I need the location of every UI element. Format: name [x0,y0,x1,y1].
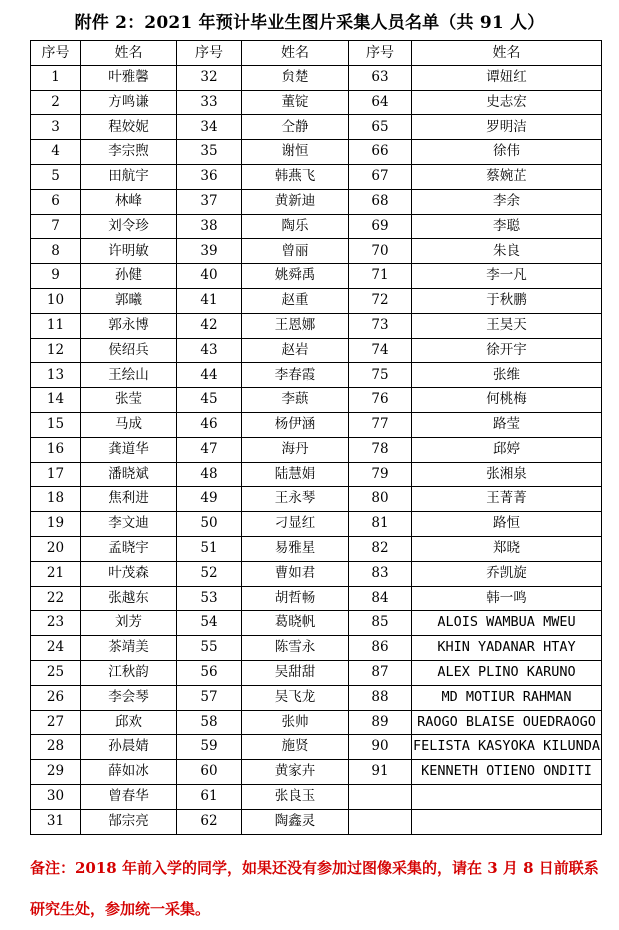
seq-cell: 71 [349,264,412,289]
seq-cell: 68 [349,189,412,214]
seq-cell: 14 [31,388,81,413]
name-cell: 海丹 [242,437,349,462]
seq-cell [349,809,412,834]
seq-cell: 55 [177,636,242,661]
name-cell: 张良玉 [242,784,349,809]
name-cell: 陶乐 [242,214,349,239]
name-cell: 茶靖美 [81,636,177,661]
name-cell: 邱欢 [81,710,177,735]
name-cell: 陶鑫灵 [242,809,349,834]
name-cell: 刁显红 [242,512,349,537]
seq-cell: 22 [31,586,81,611]
name-cell: 曾丽 [242,239,349,264]
name-cell: 吴甜甜 [242,660,349,685]
seq-cell: 10 [31,288,81,313]
seq-cell: 23 [31,611,81,636]
table-row [31,586,602,611]
seq-cell: 40 [177,264,242,289]
table-row [31,487,602,512]
seq-cell: 83 [349,561,412,586]
name-cell: 林峰 [81,189,177,214]
name-cell: 易雅星 [242,536,349,561]
seq-cell: 45 [177,388,242,413]
seq-cell: 49 [177,487,242,512]
header-row [31,41,602,66]
header-seq: 序号 [177,41,242,66]
name-cell: 葛晓帆 [242,611,349,636]
name-cell: 董锭 [242,90,349,115]
seq-cell: 48 [177,462,242,487]
seq-cell: 69 [349,214,412,239]
seq-cell: 39 [177,239,242,264]
seq-cell: 5 [31,164,81,189]
seq-cell [349,784,412,809]
seq-cell: 13 [31,363,81,388]
seq-cell: 84 [349,586,412,611]
seq-cell: 57 [177,685,242,710]
name-cell: 叶雅馨 [81,65,177,90]
name-cell: 方鸣谦 [81,90,177,115]
seq-cell: 76 [349,388,412,413]
table-row [31,735,602,760]
seq-cell: 44 [177,363,242,388]
name-cell: 路莹 [412,412,602,437]
seq-cell: 58 [177,710,242,735]
table-row [31,313,602,338]
seq-cell: 4 [31,140,81,165]
seq-cell: 11 [31,313,81,338]
seq-cell: 21 [31,561,81,586]
name-cell: 许明敏 [81,239,177,264]
table-row [31,636,602,661]
seq-cell: 41 [177,288,242,313]
name-cell: 张莹 [81,388,177,413]
seq-cell: 63 [349,65,412,90]
table-row [31,710,602,735]
name-cell: 孙晨婧 [81,735,177,760]
name-cell [412,809,602,834]
name-cell: 薛如冰 [81,760,177,785]
name-cell: 龚道华 [81,437,177,462]
table-row [31,809,602,834]
seq-cell: 81 [349,512,412,537]
seq-cell: 51 [177,536,242,561]
name-cell: 韩一鸣 [412,586,602,611]
seq-cell: 56 [177,660,242,685]
name-cell: 刘芳 [81,611,177,636]
name-cell: 蔡婉芷 [412,164,602,189]
seq-cell: 17 [31,462,81,487]
seq-cell: 87 [349,660,412,685]
name-cell: FELISTA KASYOKA KILUNDA [412,735,602,760]
seq-cell: 30 [31,784,81,809]
seq-cell: 65 [349,115,412,140]
seq-cell: 89 [349,710,412,735]
table-row [31,214,602,239]
seq-cell: 43 [177,338,242,363]
name-cell: 李会琴 [81,685,177,710]
name-cell: 施贤 [242,735,349,760]
seq-cell: 33 [177,90,242,115]
table-row [31,760,602,785]
name-cell: 张帅 [242,710,349,735]
seq-cell: 80 [349,487,412,512]
table-row [31,288,602,313]
table-row [31,462,602,487]
seq-cell: 61 [177,784,242,809]
name-cell: 郑晓 [412,536,602,561]
header-name: 姓名 [242,41,349,66]
seq-cell: 75 [349,363,412,388]
table-row [31,437,602,462]
table-row [31,65,602,90]
seq-cell: 60 [177,760,242,785]
name-cell: 李文迪 [81,512,177,537]
seq-cell: 62 [177,809,242,834]
seq-cell: 31 [31,809,81,834]
name-cell: 仝静 [242,115,349,140]
name-cell: 郜宗亮 [81,809,177,834]
seq-cell: 25 [31,660,81,685]
header-seq: 序号 [349,41,412,66]
name-cell: 徐伟 [412,140,602,165]
table-row [31,388,602,413]
name-cell: 赵重 [242,288,349,313]
name-cell: 孙健 [81,264,177,289]
name-cell: 黄家卉 [242,760,349,785]
seq-cell: 90 [349,735,412,760]
seq-cell: 27 [31,710,81,735]
name-cell: 李蕻 [242,388,349,413]
name-cell: 李一凡 [412,264,602,289]
seq-cell: 15 [31,412,81,437]
seq-cell: 19 [31,512,81,537]
table-row [31,239,602,264]
roster-table [30,40,602,835]
seq-cell: 82 [349,536,412,561]
name-cell: 李余 [412,189,602,214]
name-cell: 乔凯旋 [412,561,602,586]
name-cell: KENNETH OTIENO ONDITI [412,760,602,785]
table-row [31,338,602,363]
name-cell [412,784,602,809]
name-cell: 郭曦 [81,288,177,313]
name-cell: 贠楚 [242,65,349,90]
seq-cell: 47 [177,437,242,462]
name-cell: 马成 [81,412,177,437]
name-cell: KHIN YADANAR HTAY [412,636,602,661]
table-row [31,164,602,189]
name-cell: 于秋鹏 [412,288,602,313]
table-row [31,90,602,115]
name-cell: 何桃梅 [412,388,602,413]
seq-cell: 24 [31,636,81,661]
name-cell: 侯绍兵 [81,338,177,363]
seq-cell: 35 [177,140,242,165]
seq-cell: 42 [177,313,242,338]
seq-cell: 52 [177,561,242,586]
seq-cell: 9 [31,264,81,289]
table-row [31,784,602,809]
table-row [31,140,602,165]
header-seq: 序号 [31,41,81,66]
name-cell: 张湘泉 [412,462,602,487]
seq-cell: 85 [349,611,412,636]
seq-cell: 74 [349,338,412,363]
table-row [31,512,602,537]
seq-cell: 2 [31,90,81,115]
seq-cell: 79 [349,462,412,487]
seq-cell: 1 [31,65,81,90]
seq-cell: 66 [349,140,412,165]
name-cell: 田航宇 [81,164,177,189]
name-cell: 谭妞红 [412,65,602,90]
seq-cell: 53 [177,586,242,611]
name-cell: MD MOTIUR RAHMAN [412,685,602,710]
table-row [31,264,602,289]
seq-cell: 37 [177,189,242,214]
name-cell: 曹如君 [242,561,349,586]
name-cell: 邱婷 [412,437,602,462]
seq-cell: 91 [349,760,412,785]
name-cell: ALOIS WAMBUA MWEU [412,611,602,636]
name-cell: 赵岩 [242,338,349,363]
table-row [31,685,602,710]
name-cell: 吴飞龙 [242,685,349,710]
name-cell: 郭永博 [81,313,177,338]
name-cell: 程姣妮 [81,115,177,140]
seq-cell: 6 [31,189,81,214]
roster-body [31,65,602,834]
name-cell: ALEX PLINO KARUNO [412,660,602,685]
name-cell: 张越东 [81,586,177,611]
seq-cell: 73 [349,313,412,338]
name-cell: 刘令珍 [81,214,177,239]
seq-cell: 67 [349,164,412,189]
table-row [31,363,602,388]
seq-cell: 72 [349,288,412,313]
table-row [31,536,602,561]
seq-cell: 12 [31,338,81,363]
name-cell: 杨伊涵 [242,412,349,437]
seq-cell: 54 [177,611,242,636]
name-cell: 路恒 [412,512,602,537]
name-cell: 江秋韵 [81,660,177,685]
seq-cell: 36 [177,164,242,189]
seq-cell: 16 [31,437,81,462]
name-cell: 张维 [412,363,602,388]
name-cell: 罗明洁 [412,115,602,140]
name-cell: 李宗煦 [81,140,177,165]
name-cell: 王昊天 [412,313,602,338]
name-cell: RAOGO BLAISE OUEDRAOGO [412,710,602,735]
name-cell: 黄新迪 [242,189,349,214]
seq-cell: 38 [177,214,242,239]
seq-cell: 28 [31,735,81,760]
seq-cell: 20 [31,536,81,561]
seq-cell: 7 [31,214,81,239]
document-title: 附件 2：2021 年预计毕业生图片采集人员名单（共 91 人） [74,13,545,33]
name-cell: 曾春华 [81,784,177,809]
seq-cell: 29 [31,760,81,785]
name-cell: 潘晓斌 [81,462,177,487]
table-row [31,412,602,437]
seq-cell: 46 [177,412,242,437]
name-cell: 孟晓宇 [81,536,177,561]
name-cell: 李春霞 [242,363,349,388]
name-cell: 胡哲畅 [242,586,349,611]
seq-cell: 78 [349,437,412,462]
header-name: 姓名 [81,41,177,66]
seq-cell: 50 [177,512,242,537]
seq-cell: 59 [177,735,242,760]
seq-cell: 18 [31,487,81,512]
seq-cell: 32 [177,65,242,90]
seq-cell: 34 [177,115,242,140]
seq-cell: 88 [349,685,412,710]
seq-cell: 8 [31,239,81,264]
name-cell: 谢恒 [242,140,349,165]
seq-cell: 77 [349,412,412,437]
name-cell: 朱良 [412,239,602,264]
name-cell: 王绘山 [81,363,177,388]
name-cell: 陆慧娟 [242,462,349,487]
remark-note: 备注：2018 年前入学的同学，如果还没有参加过图像采集的，请在 3 月 8 日前联系研究生处，参加统一采集。 [30,859,599,918]
seq-cell: 64 [349,90,412,115]
table-row [31,660,602,685]
name-cell: 徐开宇 [412,338,602,363]
name-cell: 焦利进 [81,487,177,512]
seq-cell: 3 [31,115,81,140]
seq-cell: 26 [31,685,81,710]
table-row [31,115,602,140]
name-cell: 王永琴 [242,487,349,512]
name-cell: 王恩娜 [242,313,349,338]
name-cell: 李聪 [412,214,602,239]
name-cell: 叶茂森 [81,561,177,586]
name-cell: 姚舜禹 [242,264,349,289]
name-cell: 韩燕飞 [242,164,349,189]
header-name: 姓名 [412,41,602,66]
name-cell: 史志宏 [412,90,602,115]
table-row [31,611,602,636]
name-cell: 陈雪永 [242,636,349,661]
name-cell: 王菁菁 [412,487,602,512]
table-row [31,561,602,586]
table-row [31,189,602,214]
seq-cell: 86 [349,636,412,661]
seq-cell: 70 [349,239,412,264]
